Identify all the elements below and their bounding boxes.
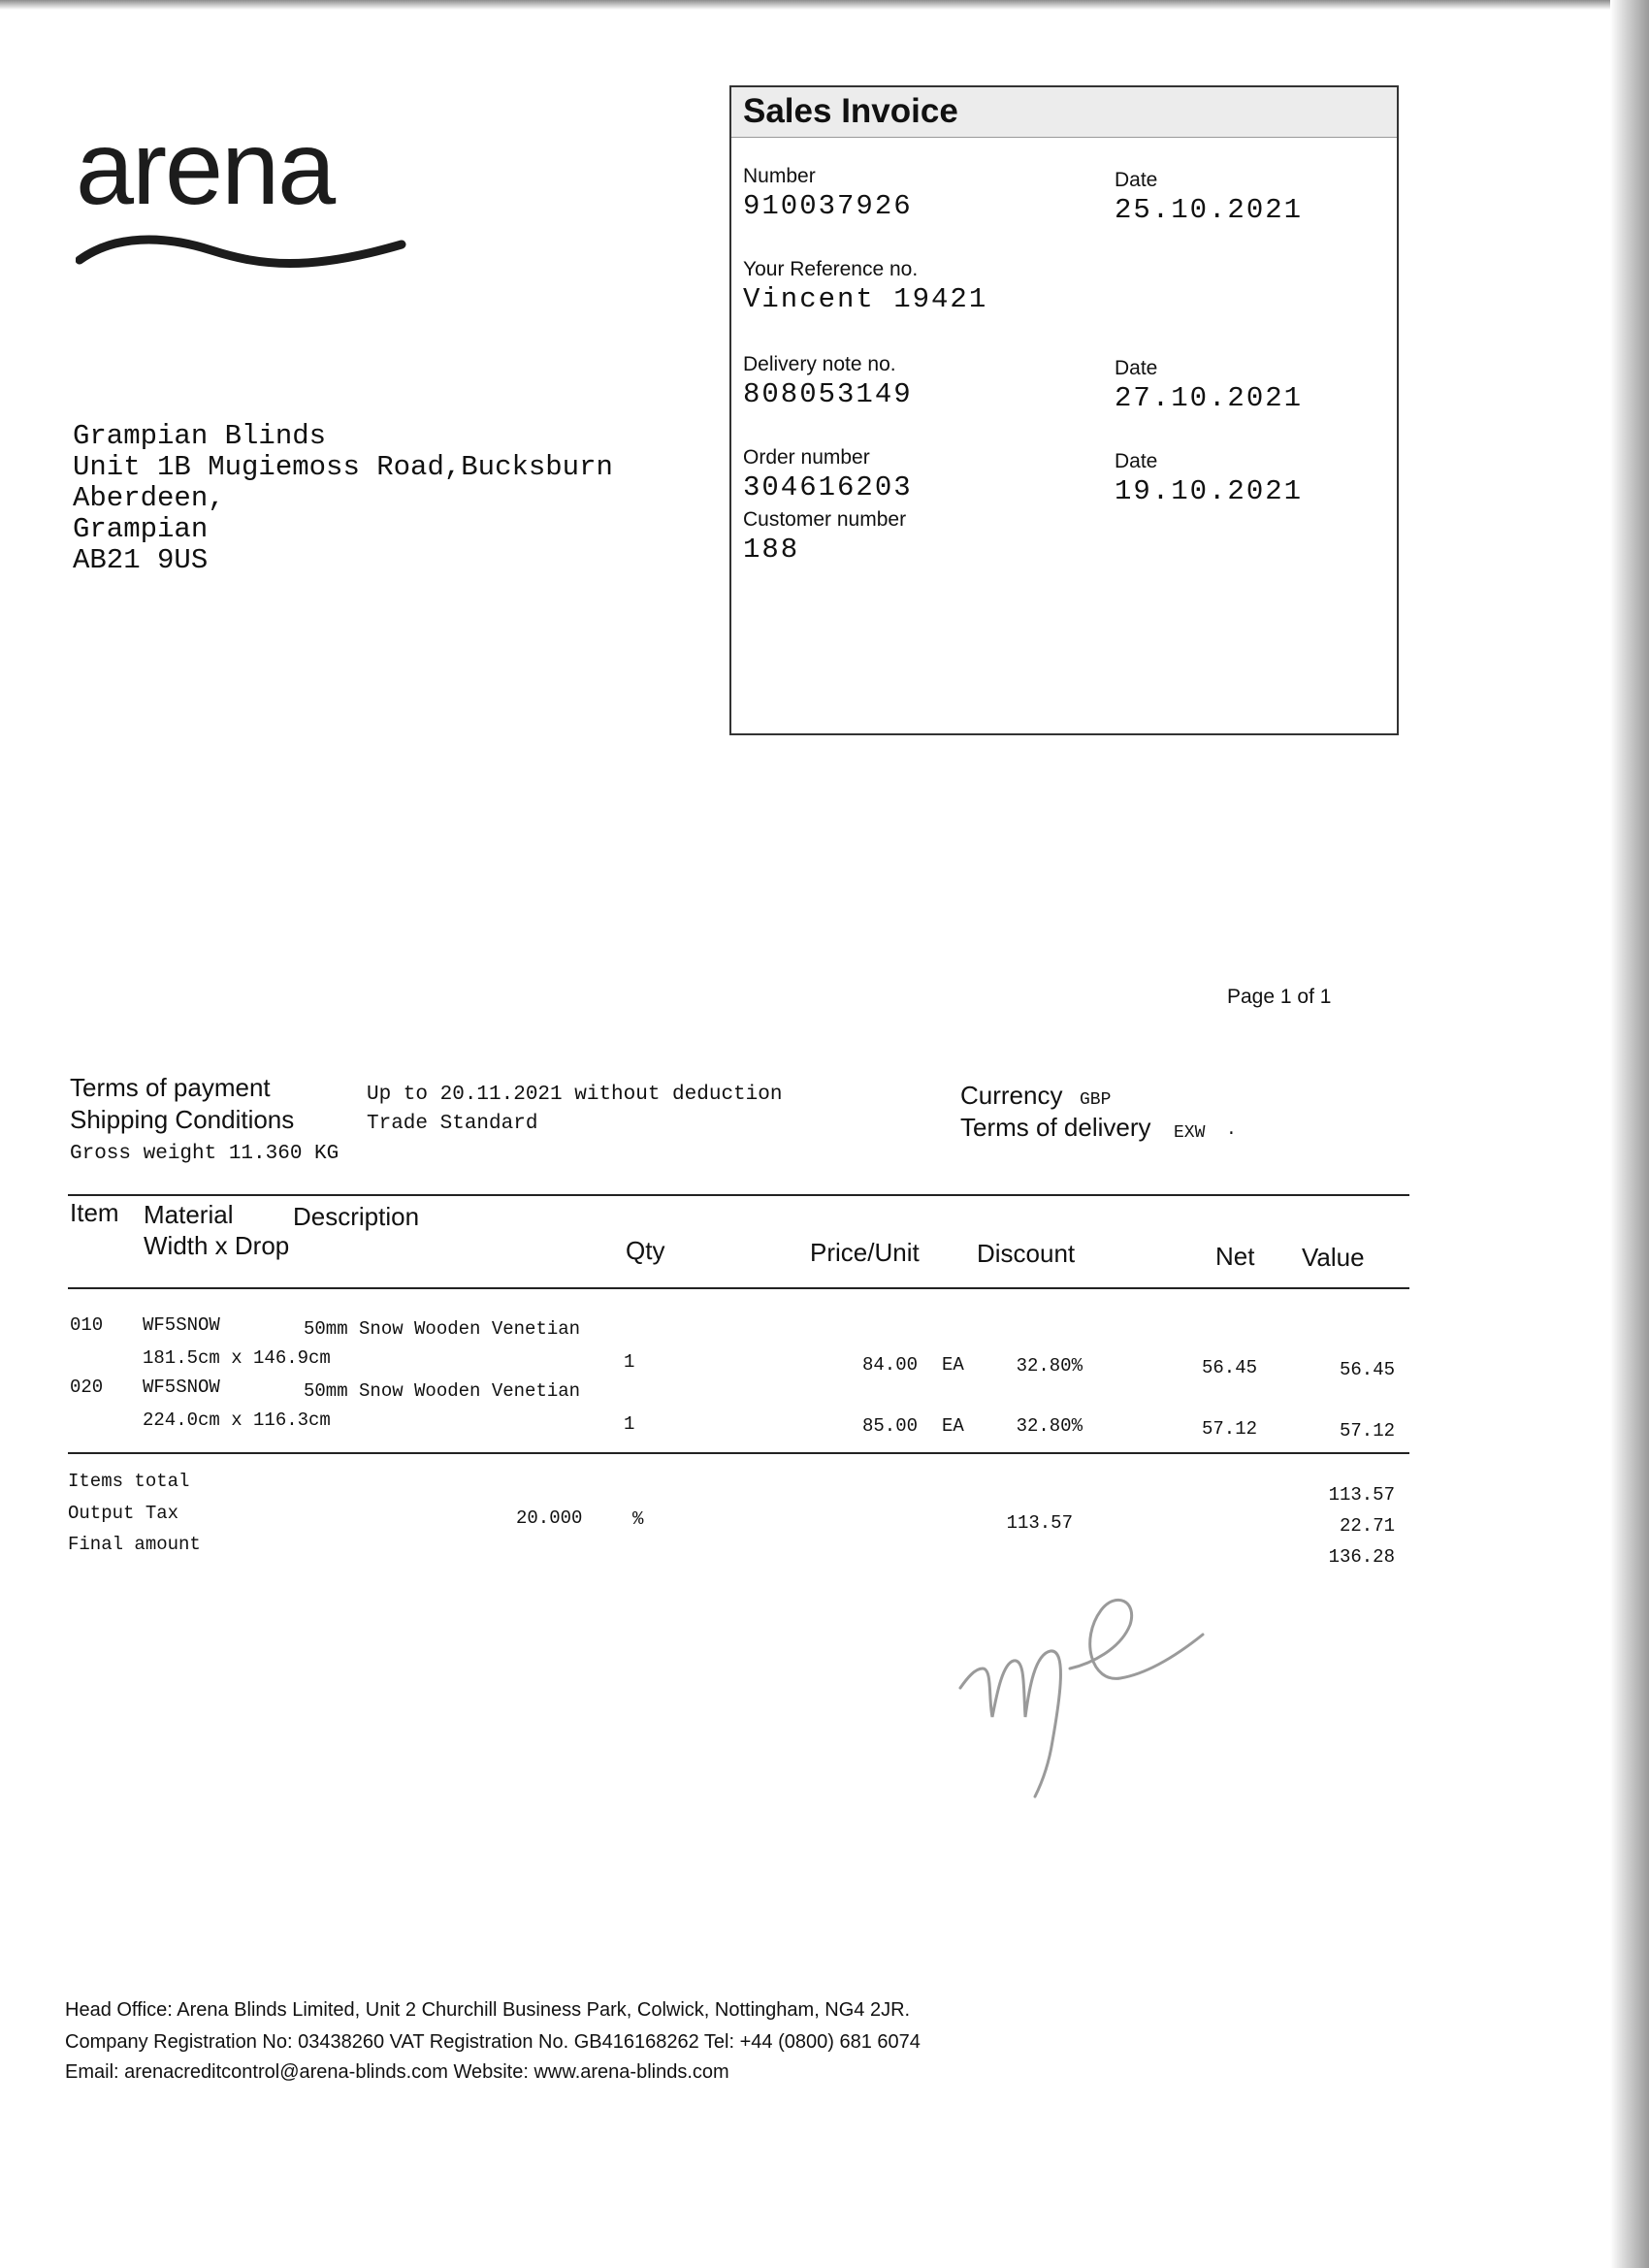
row-discount: 32.80% <box>1016 1415 1083 1437</box>
page-indicator: Page 1 of 1 <box>1227 986 1332 1008</box>
col-value: Value <box>1302 1243 1365 1272</box>
col-net: Net <box>1215 1242 1255 1271</box>
tax-percent: % <box>632 1508 644 1530</box>
row-price: 85.00 <box>861 1415 918 1437</box>
items-total-value: 113.57 <box>1328 1484 1395 1506</box>
row-unit: EA <box>942 1415 964 1437</box>
row-size: 224.0cm x 116.3cm <box>143 1409 331 1431</box>
row-net: 57.12 <box>1201 1418 1257 1440</box>
customer-number: 188 <box>743 534 800 566</box>
delivery-date: 27.10.2021 <box>1115 382 1304 414</box>
delivery-note-label: Delivery note no. <box>743 353 896 375</box>
footer-contact: Email: arenacreditcontrol@arena-blinds.com Website: www.arena-blinds.com <box>65 2061 729 2083</box>
recipient-postcode: AB21 9US <box>73 544 209 576</box>
row-price: 84.00 <box>861 1354 918 1376</box>
recipient-street: Unit 1B Mugiemoss Road,Bucksburn <box>73 451 613 483</box>
divider-top <box>68 1194 1409 1196</box>
invoice-date-label: Date <box>1115 169 1158 191</box>
invoice-title: Sales Invoice <box>731 87 1397 138</box>
delivery-terms-label: Terms of delivery <box>960 1113 1151 1142</box>
row-description: 50mm Snow Wooden Venetian <box>304 1318 581 1340</box>
invoice-details-box <box>729 85 1399 735</box>
footer-head-office: Head Office: Arena Blinds Limited, Unit 2 Churchill Business Park, Colwick, Nottingham, NG4 2JR. <box>65 1999 911 2021</box>
footer-registration: Company Registration No: 03438260 VAT Registration No. GB416168262 Tel: +44 (0800) 681 6074 <box>65 2031 921 2053</box>
col-material: Material <box>144 1200 234 1229</box>
order-date: 19.10.2021 <box>1115 475 1304 507</box>
row-size: 181.5cm x 146.9cm <box>143 1347 331 1369</box>
delivery-terms-value: EXW <box>1174 1123 1206 1143</box>
customer-label: Customer number <box>743 508 907 531</box>
tax-base: 113.57 <box>1006 1512 1073 1534</box>
col-description: Description <box>293 1202 420 1231</box>
divider-rows <box>68 1452 1409 1454</box>
tax-rate: 20.000 <box>516 1507 583 1529</box>
shipping-conditions-value: Trade Standard <box>367 1113 538 1135</box>
arena-logo <box>76 126 415 272</box>
row-unit: EA <box>942 1354 964 1376</box>
recipient-region: Grampian <box>73 513 209 545</box>
currency-value: GBP <box>1080 1090 1112 1110</box>
tax-amount: 22.71 <box>1339 1515 1395 1537</box>
row-qty: 1 <box>624 1351 635 1373</box>
delivery-terms-suffix: . <box>1226 1120 1237 1140</box>
gross-weight: Gross weight 11.360 KG <box>70 1143 340 1165</box>
payment-terms-value: Up to 20.11.2021 without deduction <box>367 1084 783 1106</box>
row-qty: 1 <box>624 1413 635 1435</box>
recipient-name: Grampian Blinds <box>73 420 327 452</box>
final-amount-value: 136.28 <box>1328 1546 1395 1568</box>
reference-value: Vincent 19421 <box>743 283 988 315</box>
delivery-note-number: 808053149 <box>743 378 913 410</box>
delivery-date-label: Date <box>1115 357 1158 379</box>
payment-terms-label: Terms of payment <box>70 1073 271 1102</box>
invoice-date: 25.10.2021 <box>1115 194 1304 226</box>
recipient-city: Aberdeen, <box>73 482 225 514</box>
scan-shadow-top <box>0 0 1649 10</box>
final-amount-label: Final amount <box>68 1534 201 1555</box>
row-material: WF5SNOW <box>143 1314 220 1336</box>
handwritten-signature <box>955 1571 1212 1804</box>
order-date-label: Date <box>1115 450 1158 472</box>
col-item: Item <box>70 1198 119 1227</box>
row-description: 50mm Snow Wooden Venetian <box>304 1380 581 1402</box>
items-total-label: Items total <box>68 1471 190 1492</box>
col-price-unit: Price/Unit <box>810 1238 920 1267</box>
invoice-number: 910037926 <box>743 190 913 222</box>
number-label: Number <box>743 165 816 187</box>
row-item: 010 <box>70 1314 104 1336</box>
currency-label: Currency <box>960 1081 1063 1110</box>
row-material: WF5SNOW <box>143 1377 220 1398</box>
svg-text:arena: arena <box>76 126 335 226</box>
reference-label: Your Reference no. <box>743 258 919 280</box>
col-qty: Qty <box>626 1236 665 1265</box>
shipping-conditions-label: Shipping Conditions <box>70 1105 295 1134</box>
divider-header <box>68 1287 1409 1289</box>
row-value: 57.12 <box>1339 1420 1395 1442</box>
order-number: 304616203 <box>743 471 913 503</box>
output-tax-label: Output Tax <box>68 1503 179 1524</box>
scan-shadow-edge <box>1610 0 1649 2268</box>
col-width-drop: Width x Drop <box>144 1231 290 1260</box>
row-value: 56.45 <box>1339 1359 1395 1380</box>
order-label: Order number <box>743 446 870 469</box>
row-discount: 32.80% <box>1016 1355 1083 1377</box>
row-net: 56.45 <box>1201 1357 1257 1378</box>
row-item: 020 <box>70 1377 104 1398</box>
col-discount: Discount <box>977 1239 1076 1268</box>
